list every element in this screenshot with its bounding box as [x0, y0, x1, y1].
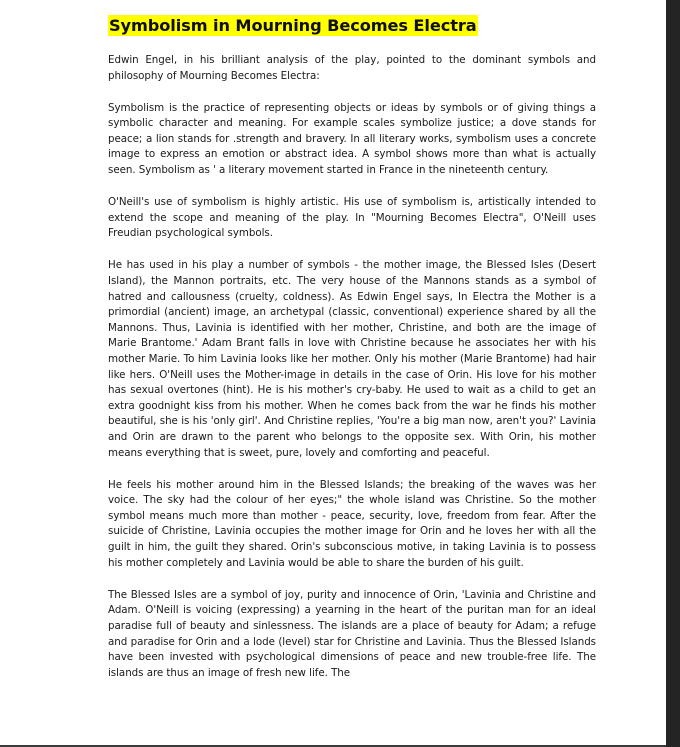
paragraph-intro: Edwin Engel, in his brilliant analysis of the play, pointed to the dominant symbols and philosophy of Mourning Becomes Electra: — [108, 54, 596, 82]
document-title: Symbolism in Mourning Becomes Electra — [109, 16, 477, 35]
paragraph-oneill-symbolism: O'Neill's use of symbolism is highly artistic. His use of symbolism is, artistically intended to extend the scope and meaning of the play. In "Mourning Becomes Electra", O'Neill uses Freudian psychological symbols. — [108, 196, 596, 240]
paragraph-blessed-islands-mother: He feels his mother around him in the Blessed Islands; the breaking of the waves was her voice. The sky had the colour of her eyes;" the whole island was Christine. So the mother symbol means much more than mother - peace, security, love, freedom from fear. After the suicide of Christine, Lavinia occupies the mother image for Orin and he loves her with all the guilt in him, the guilt they shared. Orin's subconscious motive, in taking Lavinia is to possess his mother completely and Lavinia would be able to share the burden of his guilt. — [108, 478, 596, 569]
paragraph-mother-image: He has used in his play a number of symbols - the mother image, the Blessed Isles (Desert Island), the Mannon portraits, etc. The very house of the Mannons stands as a symbol of hatred and callousness (cruelty, coldness). As Edwin Engel says, In Electra the Mother is a primordial (ancient) image, an archetypal (classic, conventional) experience shared by all the Mannons. Thus, Lavinia is identified with her mother, Christine, and both are the image of Marie Brantome.' Adam Brant falls in love with Christine because he associates her with his mother Marie. To him Lavinia looks like her mother. Only his mother (Marie Brantome) had hair like hers. O'Neill uses the Mother-image in details in the case of Orin. His love for his mother has sexual overtones (hint). He is his mother's cry-baby. He used to wait as a child to get an extra goodnight kiss from his mother. When he comes back from the war he finds his mother beautiful, she is his 'only girl'. And Christine replies, 'You're a big man now, aren't you?' Lavinia and Orin are drawn to the parent who belongs to the opposite sex. With Orin, his mother means everything that is sweet, pure, lovely and comforting and peaceful. — [108, 259, 596, 459]
document-content — [108, 15, 596, 698]
paragraph-symbolism-definition: Symbolism is the practice of representing objects or ideas by symbols or of giving things a symbolic character and meaning. For example scales symbolize justice; a dove stands for peace; a lion stands for .strength and bravery. In all literary works, symbolism uses a concrete image to express an emotion or abstract idea. A symbol shows more than what is actually seen. Symbolism as ' a literary movement started in France in the nineteenth century. — [108, 101, 596, 177]
paragraph-blessed-isles: The Blessed Isles are a symbol of joy, purity and innocence of Orin, 'Lavinia and Christine and Adam. O'Neill is voicing (expressing) a yearning in the heart of the puritan man for an ideal paradise full of beauty and sinlessness. The islands are a place of beauty for Adam; a refuge and paradise for Orin and a lode (level) star for Christine and Lavinia. Thus the Blessed Islands have been invested with psychological dimensions of peace and new trouble-free life. The islands are thus an image of fresh new life. The — [108, 588, 596, 679]
viewer-scrollbar-edge[interactable] — [666, 0, 680, 747]
